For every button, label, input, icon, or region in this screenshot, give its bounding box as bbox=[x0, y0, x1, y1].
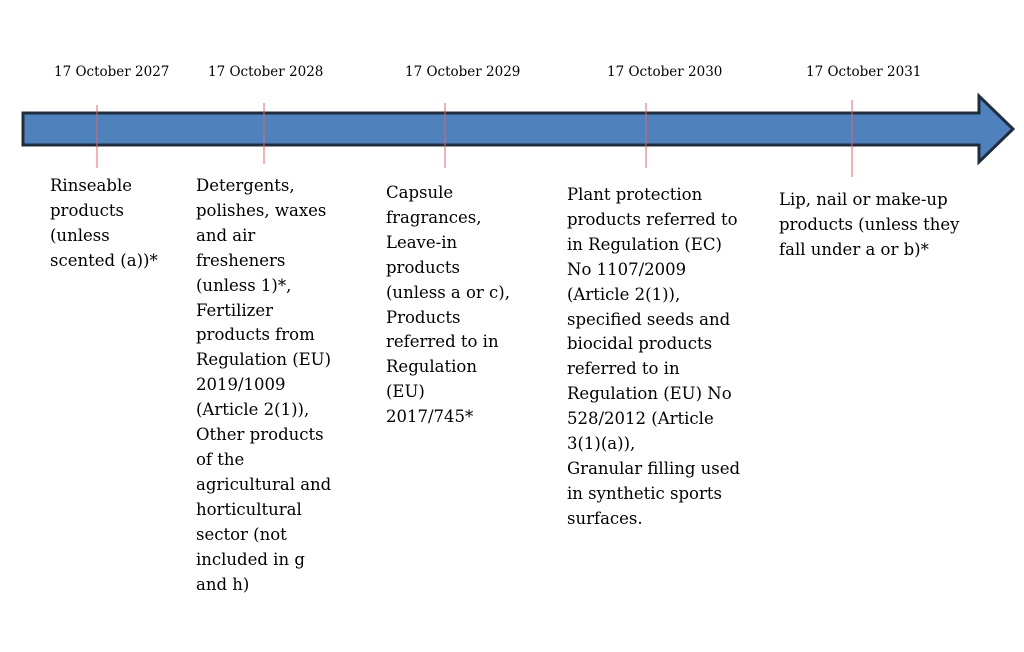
description-line: Plant protection bbox=[567, 185, 703, 204]
description-line: 528/2012 (Article bbox=[567, 409, 714, 429]
description-line: Fertilizer bbox=[196, 300, 274, 320]
date-2027: 17 October 2027 bbox=[54, 64, 170, 80]
description-line: products (unless they bbox=[779, 214, 960, 234]
date-2031: 17 October 2031 bbox=[806, 64, 922, 80]
description-line: biocidal products bbox=[567, 334, 713, 354]
timeline-arrow-shape bbox=[23, 96, 1013, 162]
description-line: in Regulation (EC) bbox=[567, 234, 722, 254]
description-line: 3(1)(a)), bbox=[567, 434, 636, 454]
description-line: surfaces. bbox=[567, 508, 643, 528]
description-line: polishes, waxes bbox=[196, 200, 327, 220]
description-2030 bbox=[567, 183, 740, 532]
description-line: Capsule bbox=[386, 183, 454, 202]
description-2031 bbox=[779, 188, 959, 263]
description-line: products from bbox=[196, 325, 315, 345]
description-line: (EU) bbox=[386, 382, 425, 402]
description-line: products bbox=[50, 200, 124, 220]
description-line: Regulation (EU) bbox=[196, 350, 332, 370]
description-line: of the bbox=[196, 449, 245, 469]
description-line: Detergents, bbox=[196, 176, 295, 195]
description-line: (unless bbox=[50, 225, 110, 245]
description-line: fresheners bbox=[196, 250, 286, 270]
description-line: horticultural bbox=[196, 499, 302, 519]
description-line: fall under a or b)* bbox=[779, 239, 929, 259]
description-line: 2019/1009 bbox=[196, 375, 286, 395]
description-line: specified seeds and bbox=[567, 309, 731, 329]
date-2030: 17 October 2030 bbox=[607, 64, 723, 80]
description-line: Products bbox=[386, 307, 461, 327]
description-line: referred to in bbox=[386, 332, 499, 352]
description-line: Other products bbox=[196, 425, 324, 445]
description-line: (unless 1)*, bbox=[196, 275, 292, 295]
description-line: and h) bbox=[196, 574, 250, 594]
description-line: included in g bbox=[196, 549, 305, 569]
description-line: sector (not bbox=[196, 524, 287, 544]
description-line: fragrances, bbox=[386, 207, 482, 227]
description-line: No 1107/2009 bbox=[567, 259, 687, 279]
description-line: and air bbox=[196, 225, 256, 245]
description-line: 2017/745* bbox=[386, 407, 474, 427]
description-line: Granular filling used bbox=[567, 458, 741, 478]
description-line: (Article 2(1)), bbox=[196, 400, 310, 420]
description-line: Regulation (EU) No bbox=[567, 384, 732, 404]
description-line: scented (a))* bbox=[50, 250, 158, 270]
description-2029 bbox=[386, 181, 510, 430]
description-line: agricultural and bbox=[196, 474, 332, 494]
date-2029: 17 October 2029 bbox=[405, 64, 521, 80]
description-line: Regulation bbox=[386, 357, 477, 377]
description-line: (unless a or c), bbox=[386, 282, 510, 302]
description-2027 bbox=[50, 174, 158, 274]
description-line: Lip, nail or make-up bbox=[779, 190, 948, 209]
date-2028: 17 October 2028 bbox=[208, 64, 324, 80]
description-line: Leave-in bbox=[386, 232, 458, 252]
description-line: products referred to bbox=[567, 209, 738, 229]
description-line: products bbox=[386, 257, 460, 277]
description-line: Rinseable bbox=[50, 176, 133, 195]
description-line: referred to in bbox=[567, 359, 680, 379]
description-line: (Article 2(1)), bbox=[567, 284, 681, 304]
description-2028 bbox=[196, 174, 331, 597]
description-line: in synthetic sports bbox=[567, 483, 722, 503]
